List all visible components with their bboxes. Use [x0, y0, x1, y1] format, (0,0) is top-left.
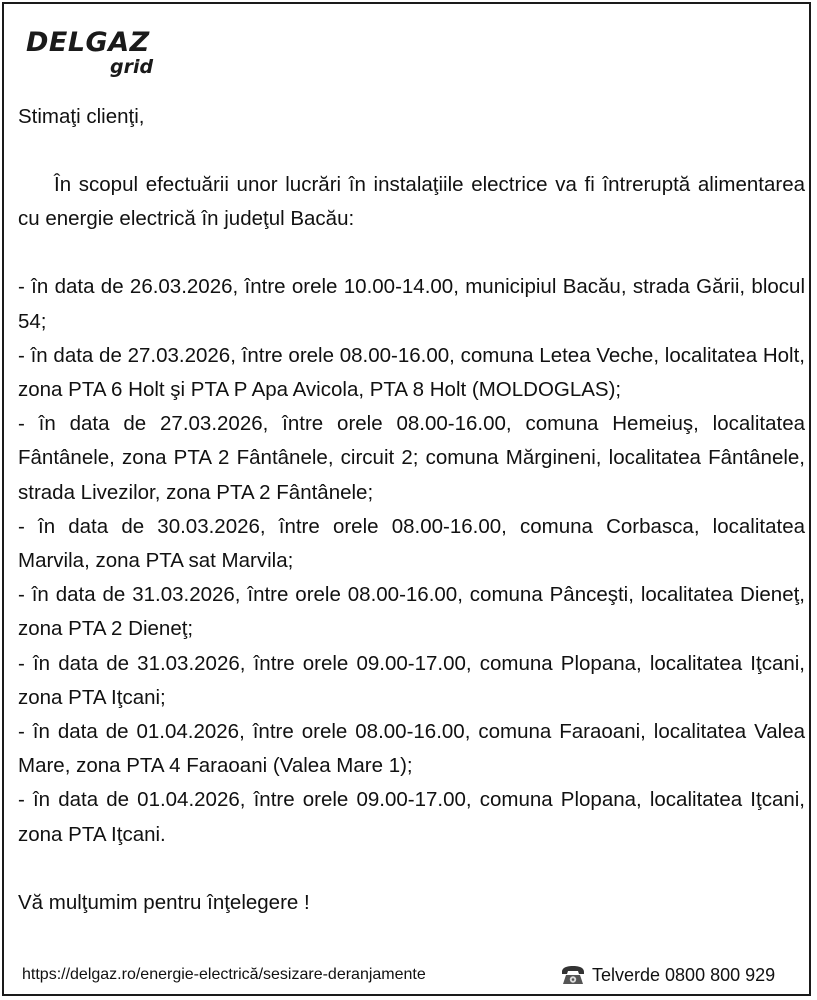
hotline: [560, 962, 775, 988]
phone-icon: [560, 964, 586, 986]
delgaz-grid-logo: [24, 24, 174, 82]
outage-report-link[interactable]: https://delgaz.ro/energie-electrică/sesizare-deranjamente: [22, 966, 426, 983]
outage-item: - în data de 27.03.2026, între orele 08.00-16.00, comuna Letea Veche, localitatea Holt, zona PTA 6 Holt şi PTA P Apa Avicola, PTA 8 Holt (MOLDOGLAS);: [18, 343, 805, 402]
outage-list: [18, 270, 805, 851]
intro-paragraph: În scopul efectuării unor lucrări în instalaţiile electrice va fi întreruptă alimentarea cu energie electrică în judeţul Bacău:: [18, 173, 805, 231]
outage-item: - în data de 31.03.2026, între orele 09.00-17.00, comuna Plopana, localitatea Iţcani, zona PTA Iţcani;: [18, 651, 805, 709]
outage-item: - în data de 31.03.2026, între orele 08.00-16.00, comuna Pânceşti, localitatea Dieneţ, zona PTA 2 Dieneţ;: [18, 583, 805, 641]
outage-item: - în data de 27.03.2026, între orele 08.00-16.00, comuna Hemeiuş, localitatea Fântânele, zona PTA 2 Fântânele, circuit 2; comuna Mărgineni, localitatea Fântânele, strada Livezilor, zona PTA 2 Fântânele;: [18, 412, 805, 504]
letter-body: [18, 100, 805, 920]
notice-frame: [2, 2, 811, 996]
outage-item: - în data de 26.03.2026, între orele 10.00-14.00, municipiul Bacău, strada Gării, blocul 54;: [18, 275, 805, 333]
closing-line: Vă mulţumim pentru înţelegere !: [18, 890, 310, 914]
logo-brand: DELGAZ: [26, 27, 150, 58]
outage-item: - în data de 01.04.2026, între orele 08.00-16.00, comuna Faraoani, localitatea Valea Mare, zona PTA 4 Faraoani (Valea Mare 1);: [18, 720, 805, 778]
logo-sub: grid: [110, 56, 154, 78]
outage-item: - în data de 30.03.2026, între orele 08.00-16.00, comuna Corbasca, localitatea Marvila, zona PTA sat Marvila;: [18, 514, 805, 573]
hotline-number: Telverde 0800 800 929: [592, 965, 776, 985]
outage-item: - în data de 01.04.2026, între orele 09.00-17.00, comuna Plopana, localitatea Iţcani, zona PTA Iţcani.: [18, 788, 805, 846]
greeting: Stimaţi clienţi,: [18, 105, 145, 128]
